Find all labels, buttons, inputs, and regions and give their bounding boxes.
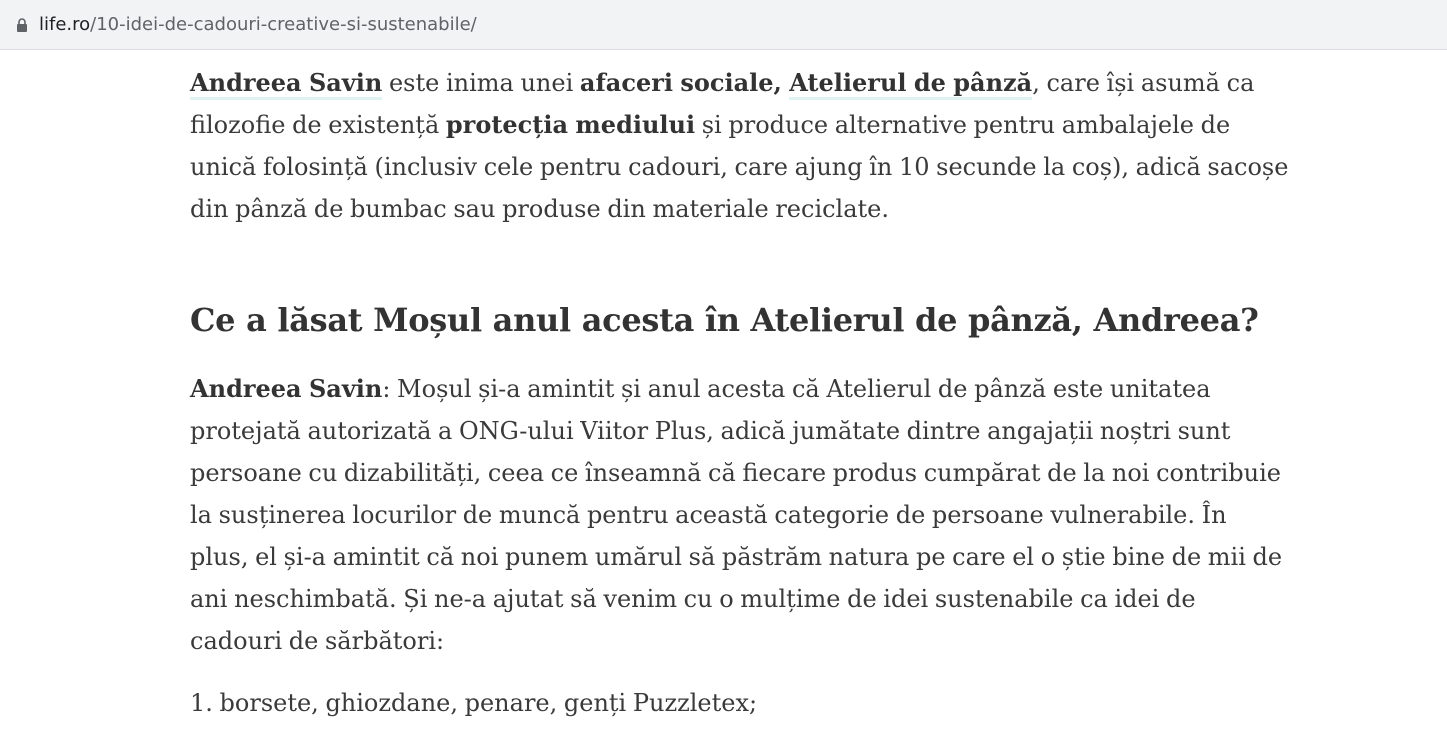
- answer-paragraph: [190, 368, 1290, 662]
- url-field[interactable]: [6, 7, 1441, 43]
- list-item: 1. borsete, ghiozdane, penare, genți Puzzletex;: [190, 689, 758, 717]
- url-text[interactable]: [39, 15, 477, 35]
- atelier-link[interactable]: Atelierul de pânză: [789, 68, 1032, 100]
- intro-text-1: este inima unei: [382, 69, 580, 97]
- intro-bold-2: protecția mediului: [445, 110, 696, 139]
- url-path: /10-idei-de-cadouri-creative-si-sustenabile/: [90, 14, 477, 35]
- lock-icon: [16, 18, 28, 32]
- intro-text-3: și produce alternative pentru ambalajele de unică folosință (inclusiv cele pentru cadouri, care ajung în 10 secunde la coș), adică sacoșe din pânză de bumbac sau produse din materiale reciclate.: [190, 111, 1289, 223]
- browser-address-bar[interactable]: [0, 0, 1447, 50]
- author-link[interactable]: Andreea Savin: [190, 68, 382, 100]
- answer-text: : Moșul și-a amintit și anul acesta că Atelierul de pânză este unitatea protejată autorizată a ONG-ului Viitor Plus, adică jumătate dintre angajații noștri sunt persoane cu dizabilități, ceea ce înseamnă că fiecare produs cumpărat de la noi contribuie la susținerea locurilor de muncă pentru această categorie de persoane vulnerabile. În plus, el și-a amintit că noi punem umărul să păstrăm natura pe care el o știe bine de mii de ani neschimbată. Și ne-a ajutat să venim cu o mulțime de idei sustenabile ca idei de cadouri de sărbători:: [190, 375, 1283, 655]
- intro-bold-1: afaceri sociale,: [579, 68, 790, 97]
- answer-speaker: Andreea Savin: [190, 374, 383, 403]
- section-heading: Ce a lăsat Moșul anul acesta în Atelierul de pânză, Andreea?: [190, 301, 1259, 339]
- intro-text-2: , care își asumă ca filozofie de existență: [190, 69, 1255, 139]
- intro-paragraph: [190, 62, 1290, 230]
- url-host: life.ro: [39, 14, 91, 35]
